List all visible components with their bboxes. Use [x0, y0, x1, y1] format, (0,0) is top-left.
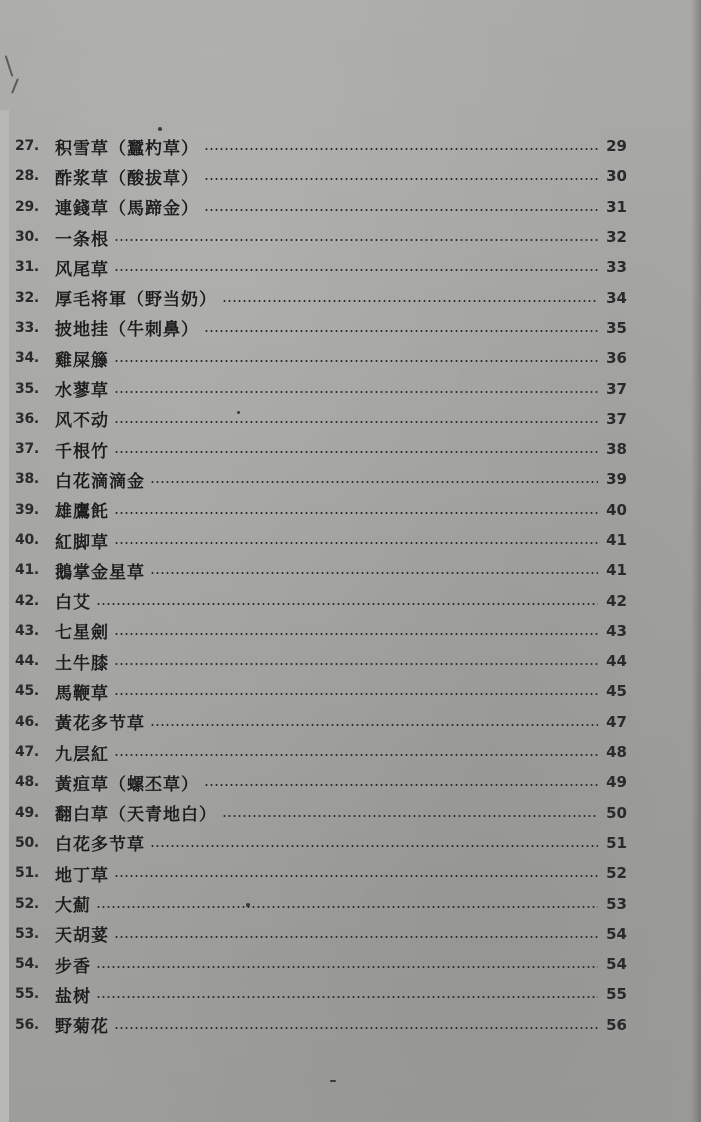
entry-number: 53. [15, 925, 39, 942]
toc-entry [15, 192, 627, 222]
entry-title: 酢浆草（酸拔草） [55, 168, 199, 189]
entry-page-number: 35 [606, 318, 627, 337]
entry-number: 29. [15, 198, 39, 215]
entry-page-number: 48 [606, 743, 627, 762]
entry-number: 51. [15, 865, 39, 882]
entry-title: 厚毛将軍（野当奶） [55, 290, 217, 311]
entry-title: 白艾 [55, 593, 91, 614]
entry-title: 盐树 [55, 986, 91, 1007]
dot-leader [114, 239, 598, 241]
entry-page-number: 54 [606, 955, 627, 974]
entry-page-number: 32 [606, 228, 627, 247]
page-edge-shadow [691, 0, 701, 1122]
entry-number: 55. [15, 986, 39, 1003]
entry-title: 风不动 [55, 411, 109, 432]
toc-entry [15, 555, 627, 585]
entry-title: 馬鞭草 [55, 683, 109, 704]
dot-leader [114, 754, 598, 756]
table-of-contents [15, 131, 627, 1040]
dot-leader [114, 512, 598, 514]
entry-number: 37. [15, 441, 39, 458]
dot-leader [96, 603, 598, 605]
dot-leader [96, 966, 598, 968]
entry-number: 31. [15, 259, 39, 276]
entry-title: 紅脚草 [55, 532, 109, 553]
toc-entry [15, 919, 627, 949]
dot-leader [96, 996, 598, 998]
dot-leader [114, 421, 598, 423]
dot-leader [150, 724, 598, 726]
entry-title: 雄鷹飥 [55, 502, 109, 523]
dot-leader [150, 572, 598, 574]
toc-entry [15, 585, 627, 615]
entry-page-number: 38 [606, 440, 627, 459]
toc-entry [15, 707, 627, 737]
entry-title: 土牛膝 [55, 653, 109, 674]
page-margin-strip [0, 110, 9, 1122]
dot-leader [204, 209, 598, 211]
entry-page-number: 53 [606, 894, 627, 913]
entry-number: 45. [15, 683, 39, 700]
entry-number: 52. [15, 895, 39, 912]
toc-entry [15, 313, 627, 343]
entry-page-number: 29 [606, 137, 627, 156]
scan-scratch-mark [5, 55, 14, 77]
entry-page-number: 34 [606, 288, 627, 307]
dot-leader [114, 633, 598, 635]
entry-title: 翻白草（天青地白） [55, 805, 217, 826]
entry-page-number: 36 [606, 349, 627, 368]
toc-entry [15, 858, 627, 888]
entry-number: 35. [15, 380, 39, 397]
toc-entry [15, 464, 627, 494]
toc-entry [15, 888, 627, 918]
entry-page-number: 44 [606, 652, 627, 671]
entry-number: 46. [15, 713, 39, 730]
dot-leader [204, 148, 598, 150]
toc-entry [15, 252, 627, 282]
entry-title: 鵝掌金星草 [55, 562, 145, 583]
entry-page-number: 55 [606, 985, 627, 1004]
entry-title: 九层紅 [55, 744, 109, 765]
dot-leader [222, 815, 598, 817]
entry-page-number: 33 [606, 258, 627, 277]
dot-leader [96, 906, 598, 908]
entry-page-number: 50 [606, 803, 627, 822]
dot-leader [114, 360, 598, 362]
toc-entry [15, 373, 627, 403]
entry-number: 36. [15, 410, 39, 427]
entry-number: 43. [15, 622, 39, 639]
toc-entry [15, 676, 627, 706]
entry-title: 步香 [55, 956, 91, 977]
entry-number: 33. [15, 319, 39, 336]
entry-number: 50. [15, 834, 39, 851]
toc-entry [15, 828, 627, 858]
entry-number: 41. [15, 562, 39, 579]
toc-entry [15, 525, 627, 555]
entry-title: 一条根 [55, 229, 109, 250]
entry-page-number: 37 [606, 409, 627, 428]
entry-page-number: 42 [606, 591, 627, 610]
entry-title: 大薊 [55, 896, 91, 917]
entry-page-number: 31 [606, 197, 627, 216]
dot-leader [222, 300, 598, 302]
entry-number: 28. [15, 168, 39, 185]
entry-title: 黃疸草（螺丕草） [55, 774, 199, 795]
dot-leader [114, 451, 598, 453]
entry-number: 54. [15, 956, 39, 973]
entry-page-number: 37 [606, 379, 627, 398]
toc-entry [15, 434, 627, 464]
entry-page-number: 40 [606, 500, 627, 519]
entry-number: 39. [15, 501, 39, 518]
entry-title: 黃花多节草 [55, 714, 145, 735]
dot-leader [114, 1027, 598, 1029]
entry-number: 48. [15, 774, 39, 791]
entry-number: 40. [15, 532, 39, 548]
entry-page-number: 41 [606, 531, 627, 549]
entry-page-number: 43 [606, 621, 627, 640]
speck-mark [330, 1080, 336, 1082]
entry-title: 雞屎籐 [55, 350, 109, 371]
toc-entry [15, 949, 627, 979]
toc-entry [15, 767, 627, 797]
dot-leader [114, 663, 598, 665]
entry-number: 47. [15, 744, 39, 761]
dot-leader [114, 875, 598, 877]
toc-entry [15, 161, 627, 191]
scan-scratch-mark [11, 78, 19, 94]
entry-title: 千根竹 [55, 441, 109, 462]
entry-page-number: 39 [606, 470, 627, 489]
toc-entry [15, 222, 627, 252]
entry-title: 白花滴滴金 [55, 471, 145, 492]
toc-entry [15, 404, 627, 434]
dot-leader [114, 269, 598, 271]
entry-number: 30. [15, 229, 39, 246]
toc-entry [15, 495, 627, 525]
dot-leader [150, 845, 598, 847]
entry-number: 42. [15, 592, 39, 609]
entry-page-number: 47 [606, 712, 627, 731]
entry-title: 积雪草（蠶杓草） [55, 138, 199, 159]
entry-page-number: 52 [606, 864, 627, 883]
entry-title: 水蓼草 [55, 381, 109, 402]
entry-number: 56. [15, 1016, 39, 1033]
dot-leader [114, 542, 598, 544]
entry-number: 38. [15, 471, 39, 488]
dot-leader [150, 481, 598, 483]
entry-title: 天胡荽 [55, 926, 109, 947]
toc-entry [15, 131, 627, 161]
entry-number: 49. [15, 804, 39, 821]
entry-number: 27. [15, 138, 39, 155]
toc-entry [15, 646, 627, 676]
entry-title: 連錢草（馬蹄金） [55, 199, 199, 220]
entry-number: 44. [15, 653, 39, 670]
toc-entry [15, 282, 627, 312]
entry-number: 32. [15, 289, 39, 306]
dot-leader [204, 178, 598, 180]
toc-entry [15, 737, 627, 767]
toc-entry [15, 979, 627, 1009]
entry-title: 地丁草 [55, 865, 109, 886]
dot-leader [114, 693, 598, 695]
toc-entry [15, 798, 627, 828]
entry-page-number: 49 [606, 773, 627, 792]
entry-page-number: 45 [606, 682, 627, 701]
toc-entry [15, 616, 627, 646]
entry-title: 披地挂（牛刺鼻） [55, 320, 199, 341]
entry-page-number: 30 [606, 167, 627, 186]
entry-page-number: 41 [606, 561, 627, 580]
entry-title: 白花多节草 [55, 835, 145, 856]
toc-entry [15, 1010, 627, 1040]
entry-title: 风尾草 [55, 259, 109, 280]
entry-title: 七星劍 [55, 623, 109, 644]
entry-title: 野菊花 [55, 1017, 109, 1038]
entry-number: 34. [15, 350, 39, 367]
dot-leader [204, 330, 598, 332]
entry-page-number: 56 [606, 1015, 627, 1034]
entry-page-number: 54 [606, 924, 627, 943]
toc-entry [15, 343, 627, 373]
dot-leader [204, 784, 598, 786]
entry-page-number: 51 [606, 833, 627, 852]
dot-leader [114, 936, 598, 938]
dot-leader [114, 391, 598, 393]
